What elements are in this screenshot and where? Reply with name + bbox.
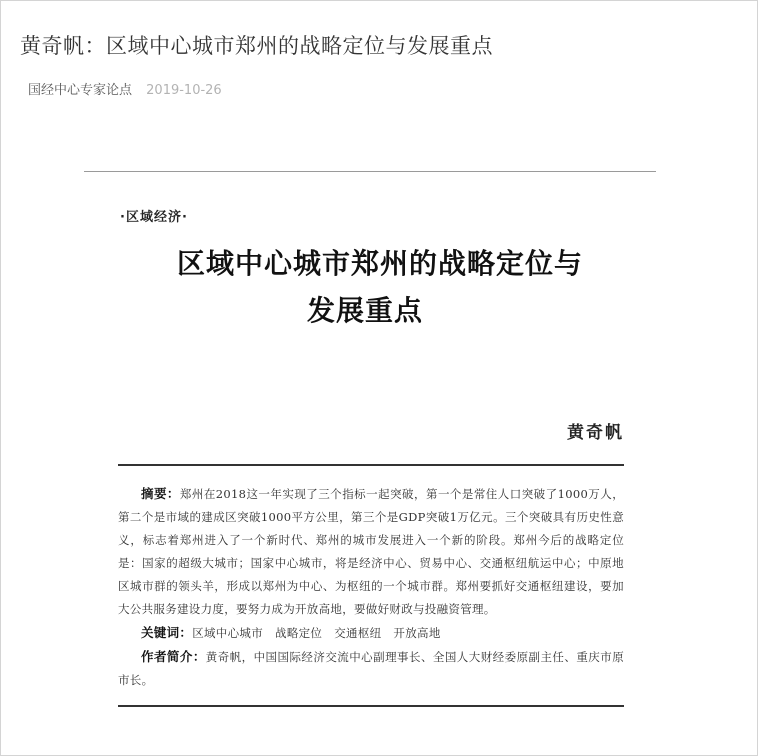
source-link[interactable]: 国经中心专家论点: [28, 83, 133, 98]
paper-title: [100, 240, 660, 334]
bio-label: 作者简介：: [141, 649, 206, 664]
article-meta: [28, 79, 222, 98]
paper-title-line1: 区域中心城市郑州的战略定位与: [176, 247, 583, 280]
paper-title-line2: 发展重点: [306, 294, 423, 327]
article-title: 黄奇帆：区域中心城市郑州的战略定位与发展重点: [20, 34, 493, 58]
abstract-paragraph: [118, 482, 624, 621]
abstract-block: [118, 482, 624, 692]
abstract-text: 郑州在2018这一年实现了三个指标一起突破，第一个是常住人口突破了1000万人，第二个是市域的建成区突破1000平方公里，第三个是GDP突破1万亿元。三个突破具有历史性意义，标志着郑州进入了一个新时代、郑州的城市发展进入一个新的阶段。郑州今后的战略定位是：国家的超级大城市；国家中心城市，将是经济中心、贸易中心、交通枢纽航运中心；中原地区城市群的领头羊，形成以郑州为中心、为枢纽的一个城市群。郑州要抓好交通枢纽建设，要加大公共服务建设力度，要努力成为开放高地，要做好财政与投融资管理。: [118, 487, 624, 616]
keywords-label: 关键词：: [141, 625, 193, 640]
author-bio-paragraph: [118, 645, 624, 692]
keyword-item: 区域中心城市: [192, 626, 264, 640]
divider-top: [84, 171, 656, 172]
divider-abstract-bottom: [118, 705, 624, 707]
keyword-item: 开放高地: [393, 626, 441, 640]
bio-text: 黄奇帆，中国国际经济交流中心副理事长、全国人大财经委原副主任、重庆市原市长。: [118, 650, 624, 687]
keywords-paragraph: [118, 621, 624, 645]
section-tag: ·区域经济·: [120, 210, 188, 225]
divider-abstract-top: [118, 464, 624, 466]
paper-author: 黄奇帆: [567, 423, 624, 443]
publish-date: 2019-10-26: [146, 83, 222, 98]
keyword-item: 交通枢纽: [334, 626, 382, 640]
keyword-item: 战略定位: [275, 626, 323, 640]
abstract-label: 摘要：: [141, 486, 180, 501]
